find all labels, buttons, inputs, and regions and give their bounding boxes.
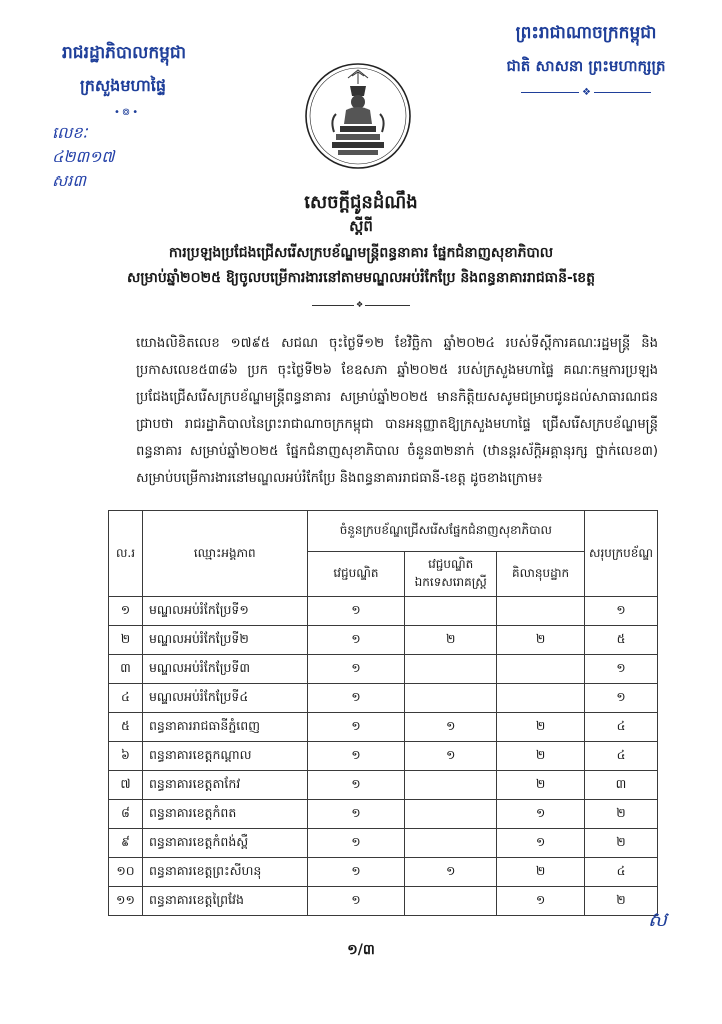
header-entity: ឈ្មោះអង្គភាព bbox=[142, 511, 307, 597]
doctor-count: ១ bbox=[307, 626, 405, 655]
entity-name: ពន្ធនាគារខេត្តតាកែវ bbox=[142, 771, 307, 800]
entity-name: ពន្ធនាគារខេត្តកណ្តាល bbox=[142, 742, 307, 771]
header-no: ល.រ bbox=[109, 511, 143, 597]
nurse-count: ២ bbox=[497, 713, 585, 742]
nurse-count: ១ bbox=[497, 800, 585, 829]
nurse-count: ២ bbox=[497, 771, 585, 800]
header-total: សរុបក្របខ័ណ្ឌ bbox=[585, 511, 658, 597]
total-count: ១ bbox=[585, 655, 658, 684]
body-paragraph-container bbox=[98, 330, 658, 492]
nurse-count bbox=[497, 684, 585, 713]
doctor-count: ១ bbox=[307, 713, 405, 742]
entity-name: ពន្ធនាគាររាជធានីភ្នំពេញ bbox=[142, 713, 307, 742]
specialist-count: ១ bbox=[405, 858, 497, 887]
entity-name: ពន្ធនាគារខេត្តកំពត bbox=[142, 800, 307, 829]
total-count: ៤ bbox=[585, 858, 658, 887]
row-number: ១ bbox=[109, 597, 143, 626]
row-number: ៣ bbox=[109, 655, 143, 684]
entity-name: ពន្ធនាគារខេត្តកំពង់ស្ពឺ bbox=[142, 829, 307, 858]
row-number: ៤ bbox=[109, 684, 143, 713]
nurse-count bbox=[497, 597, 585, 626]
government-name: រាជរដ្ឋាភិបាលកម្ពុជា bbox=[62, 43, 187, 63]
specialist-count: ២ bbox=[405, 626, 497, 655]
specialist-count bbox=[405, 800, 497, 829]
nurse-count: ២ bbox=[497, 626, 585, 655]
entity-name: មណ្ឌលអប់រំកែប្រែទី២ bbox=[142, 626, 307, 655]
nurse-count: ១ bbox=[497, 887, 585, 916]
header-left-ornament: •៙• bbox=[114, 107, 141, 118]
nurse-count: ២ bbox=[497, 742, 585, 771]
table-row bbox=[109, 713, 658, 742]
nurse-count: ១ bbox=[497, 829, 585, 858]
header-nurse: គិលានុបដ្ឋាក bbox=[497, 552, 585, 597]
total-count: ១ bbox=[585, 597, 658, 626]
doctor-count: ១ bbox=[307, 858, 405, 887]
specialist-count: ១ bbox=[405, 742, 497, 771]
table-row bbox=[109, 655, 658, 684]
table-row bbox=[109, 771, 658, 800]
row-number: ១១ bbox=[109, 887, 143, 916]
total-count: ៤ bbox=[585, 742, 658, 771]
header-doctor-specialist: វេជ្ជបណ្ឌិតឯកទេសរោគស្ត្រី bbox=[405, 552, 497, 597]
kingdom-name: ព្រះរាជាណាចក្រកម្ពុជា bbox=[515, 23, 657, 43]
entity-name: មណ្ឌលអប់រំកែប្រែទី១ bbox=[142, 597, 307, 626]
table-row bbox=[109, 858, 658, 887]
doctor-count: ១ bbox=[307, 887, 405, 916]
specialist-count bbox=[405, 829, 497, 858]
ministry-name: ក្រសួងមហាផ្ទៃ bbox=[80, 76, 167, 95]
doctor-count: ១ bbox=[307, 597, 405, 626]
table-row bbox=[109, 800, 658, 829]
table-row bbox=[109, 684, 658, 713]
initials-signature: ស bbox=[648, 907, 668, 931]
doctor-count: ១ bbox=[307, 684, 405, 713]
total-count: ២ bbox=[585, 800, 658, 829]
entity-name: ពន្ធនាគារខេត្តព្រៃវែង bbox=[142, 887, 307, 916]
row-number: ១០ bbox=[109, 858, 143, 887]
doctor-count: ១ bbox=[307, 655, 405, 684]
doctor-count: ១ bbox=[307, 742, 405, 771]
total-count: ១ bbox=[585, 684, 658, 713]
specialist-count: ១ bbox=[405, 713, 497, 742]
national-motto: ជាតិ សាសនា ព្រះមហាក្សត្រ bbox=[506, 57, 666, 75]
subject-line-2: សម្រាប់ឆ្នាំ២០២៥ ឱ្យចូលបម្រើការងារនៅតាមមណ្ឌលអប់រំកែប្រែ និងពន្ធនាគាររាជធានី-ខេត្ត bbox=[126, 270, 596, 286]
specialist-count bbox=[405, 771, 497, 800]
header-doctor: វេជ្ជបណ្ឌិត bbox=[307, 552, 405, 597]
row-number: ៩ bbox=[109, 829, 143, 858]
header-right-ornament: ❖ bbox=[521, 87, 651, 97]
row-number: ៦ bbox=[109, 742, 143, 771]
subject-line-1: ការប្រឡងប្រជែងជ្រើសរើសក្របខ័ណ្ឌមន្ត្រីពន្ធនាគារ ផ្នែកជំនាញសុខាភិបាល bbox=[168, 245, 554, 261]
specialist-count bbox=[405, 684, 497, 713]
total-count: ៤ bbox=[585, 713, 658, 742]
entity-name: មណ្ឌលអប់រំកែប្រែទី៤ bbox=[142, 684, 307, 713]
doctor-count: ១ bbox=[307, 771, 405, 800]
table-row bbox=[109, 742, 658, 771]
row-number: ៥ bbox=[109, 713, 143, 742]
ministry-header bbox=[52, 42, 272, 120]
entity-name: ពន្ធនាគារខេត្តព្រះសីហនុ bbox=[142, 858, 307, 887]
table-body bbox=[109, 597, 658, 916]
nurse-count bbox=[497, 655, 585, 684]
entity-name: មណ្ឌលអប់រំកែប្រែទី៣ bbox=[142, 655, 307, 684]
total-count: ២ bbox=[585, 887, 658, 916]
units-table bbox=[108, 510, 658, 916]
specialist-count bbox=[405, 597, 497, 626]
doctor-count: ១ bbox=[307, 800, 405, 829]
title-divider: ❖ bbox=[312, 305, 410, 306]
nurse-count: ២ bbox=[497, 858, 585, 887]
body-paragraph: យោងលិខិតលេខ ១៧៩៥ សជណ ចុះថ្ងៃទី១២ ខែវិច្ឆិកា ឆ្នាំ២០២៤ របស់ទីស្តីការគណៈរដ្ឋមន្ត្រី និងប្រកាសលេខ៥៣៨៦ ប្រក ចុះថ្ងៃទី២៦ ខែឧសភា ឆ្នាំ២០២៥ របស់ក្រសួងមហាផ្ទៃ គណៈកម្មការប្រឡងប្រជែងជ្រើសរើសក្របខ័ណ្ឌមន្ត្រីពន្ធនាគារ សម្រាប់ឆ្នាំ២០២៥ មានកិត្តិយសសូមជម្រាបជូនដល់សាធារណជនជ្រាបថា រាជរដ្ឋាភិបាលនៃព្រះរាជាណាចក្រកម្ពុជា បានអនុញ្ញាតឱ្យក្រសួងមហាផ្ទៃ ជ្រើសរើសក្របខ័ណ្ឌមន្ត្រីពន្ធនាគារ សម្រាប់ឆ្នាំ២០២៥ ផ្នែកជំនាញសុខាភិបាល ចំនួន៣២នាក់ (ឋានន្តរស័ក្តិអគ្គានុរក្ស ថ្នាក់លេខ៣) សម្រាប់បម្រើការងារនៅមណ្ឌលអប់រំកែប្រែ និងពន្ធនាគាររាជធានី-ខេត្ត ដូចខាងក្រោម៖ bbox=[136, 336, 658, 486]
total-count: ៥ bbox=[585, 626, 658, 655]
kingdom-header bbox=[486, 22, 686, 97]
specialist-count bbox=[405, 655, 497, 684]
specialist-count bbox=[405, 887, 497, 916]
ministry-seal-icon bbox=[304, 62, 412, 170]
doctor-count: ១ bbox=[307, 829, 405, 858]
header-group: ចំនួនក្របខ័ណ្ឌជ្រើសរើសផ្នែកជំនាញសុខាភិបាល bbox=[307, 511, 584, 552]
title-about: ស្តីពី bbox=[349, 217, 373, 235]
reference-number: លេខៈ ៤២៣១៧ សរ៣ bbox=[52, 123, 115, 190]
table-row bbox=[109, 597, 658, 626]
page-number: ១/៣ bbox=[347, 942, 375, 958]
table-row bbox=[109, 626, 658, 655]
table-row bbox=[109, 887, 658, 916]
total-count: ៣ bbox=[585, 771, 658, 800]
table-row bbox=[109, 829, 658, 858]
row-number: ៨ bbox=[109, 800, 143, 829]
total-count: ២ bbox=[585, 829, 658, 858]
row-number: ២ bbox=[109, 626, 143, 655]
document-title: សេចក្តីជូនដំណឹង bbox=[304, 192, 418, 213]
row-number: ៧ bbox=[109, 771, 143, 800]
